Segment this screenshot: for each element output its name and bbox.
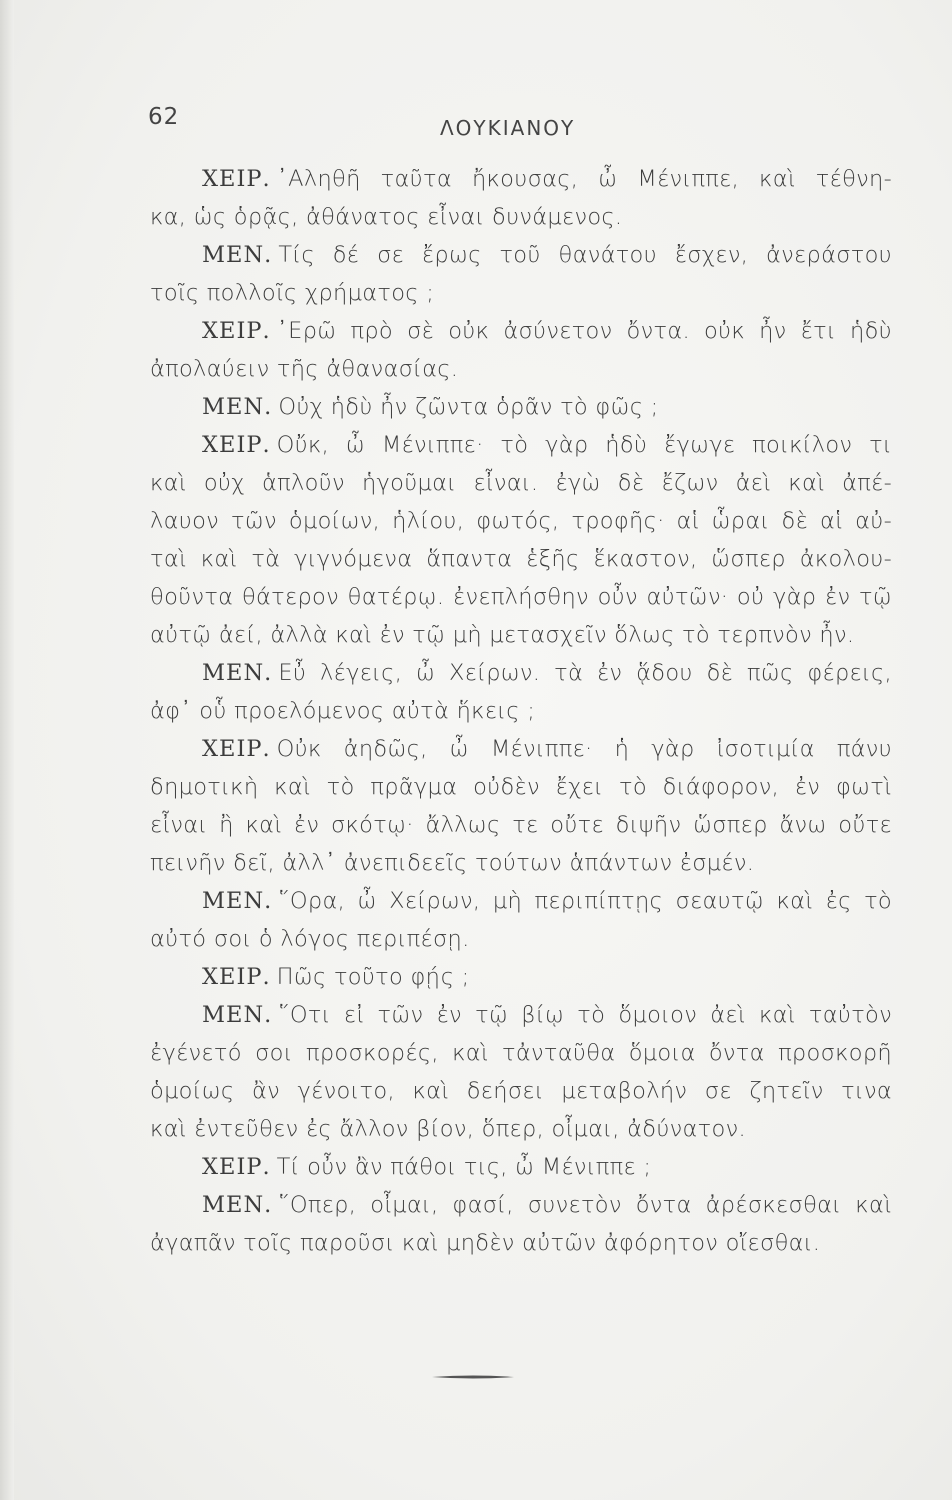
speaker-label: ΧΕΙΡ.	[202, 1154, 271, 1180]
text-line	[150, 388, 892, 426]
text-line	[150, 1186, 892, 1224]
text-line	[150, 654, 892, 692]
text-line	[150, 236, 892, 274]
line-text: ᾿Αληθῆ ταῦτα ἤκουσας, ὦ Μένιππε, καὶ τέθνη-	[276, 166, 892, 192]
line-text: Πῶς τοῦτο φῄς ;	[276, 964, 470, 990]
text-line	[150, 920, 892, 958]
line-text: ῞Ορα, ὦ Χείρων, μὴ περιπίπτῃς σεαυτῷ καὶ ἐς τὸ	[278, 888, 892, 914]
line-text: λαυον τῶν ὁμοίων, ἡλίου, φωτός, τροφῆς· αἱ ὧραι δὲ αἱ αὐ-	[150, 508, 892, 534]
end-ornament-rule	[432, 1374, 514, 1380]
line-text: ῞Οτι εἰ τῶν ἐν τῷ βίῳ τὸ ὅμοιον ἀεὶ καὶ ταὐτὸν	[278, 1002, 892, 1028]
line-text: Εὖ λέγεις, ὦ Χείρων. τὰ ἐν ᾅδου δὲ πῶς φέρεις,	[278, 660, 892, 686]
text-line	[150, 540, 892, 578]
line-text: Οὐκ ἀηδῶς, ὦ Μένιππε· ἡ γὰρ ἰσοτιμία πάνυ	[276, 736, 892, 762]
running-head: ΛΟΥΚΙΑΝΟΥ	[440, 116, 576, 140]
line-text: ἀπολαύειν τῆς ἀθανασίας.	[150, 356, 459, 382]
page-spine-shadow	[0, 0, 14, 1500]
line-text: τοῖς πολλοῖς χρήματος ;	[150, 280, 435, 306]
text-line	[150, 616, 892, 654]
line-text: ὁμοίως ἂν γένοιτο, καὶ δεήσει μεταβολήν σε ζητεῖν τινα	[150, 1078, 892, 1104]
line-text: ἀφ᾿ οὗ προελόμενος αὐτὰ ἥκεις ;	[150, 698, 536, 724]
text-line	[150, 996, 892, 1034]
speaker-label: ΧΕΙΡ.	[202, 318, 271, 344]
text-line	[150, 578, 892, 616]
speaker-label: ΜΕΝ.	[202, 888, 273, 914]
line-text: Οὔκ, ὦ Μένιππε· τὸ γὰρ ἡδὺ ἔγωγε ποικίλον τι	[276, 432, 892, 458]
text-line	[150, 1148, 892, 1186]
text-line	[150, 312, 892, 350]
speaker-label: ΜΕΝ.	[202, 394, 273, 420]
text-line	[150, 350, 892, 388]
text-line	[150, 1224, 892, 1262]
dialogue-text	[150, 160, 892, 1262]
text-line	[150, 1110, 892, 1148]
text-line	[150, 160, 892, 198]
line-text: Οὐχ ἡδὺ ἦν ζῶντα ὁρᾶν τὸ φῶς ;	[278, 394, 659, 420]
line-text: εἶναι ἢ καὶ ἐν σκότῳ· ἄλλως τε οὔτε διψῆν ὥσπερ ἄνω οὔτε	[150, 812, 892, 838]
text-line	[150, 274, 892, 312]
text-line	[150, 882, 892, 920]
speaker-label: ΜΕΝ.	[202, 1002, 273, 1028]
text-line	[150, 198, 892, 236]
text-line	[150, 692, 892, 730]
speaker-label: ΧΕΙΡ.	[202, 736, 271, 762]
line-text: ἀγαπᾶν τοῖς παροῦσι καὶ μηδὲν αὐτῶν ἀφόρητον οἴεσθαι.	[150, 1230, 821, 1256]
line-text: ῞Οπερ, οἶμαι, φασί, συνετὸν ὄντα ἀρέσκεσθαι καὶ	[278, 1192, 892, 1218]
line-text: Τίς δέ σε ἔρως τοῦ θανάτου ἔσχεν, ἀνεράστου	[278, 242, 892, 268]
line-text: αὐτό σοι ὁ λόγος περιπέσῃ.	[150, 926, 470, 952]
text-line	[150, 1034, 892, 1072]
text-line	[150, 464, 892, 502]
text-line	[150, 730, 892, 768]
line-text: καὶ οὐχ ἁπλοῦν ἡγοῦμαι εἶναι. ἐγὼ δὲ ἔζων ἀεὶ καὶ ἀπέ-	[150, 470, 892, 496]
text-line	[150, 768, 892, 806]
speaker-label: ΜΕΝ.	[202, 242, 273, 268]
line-text: καὶ ἐντεῦθεν ἐς ἄλλον βίον, ὅπερ, οἶμαι, ἀδύνατον.	[150, 1116, 746, 1142]
line-text: αὐτῷ ἀεί, ἀλλὰ καὶ ἐν τῷ μὴ μετασχεῖν ὅλως τὸ τερπνὸν ἦν.	[150, 622, 855, 648]
text-line	[150, 958, 892, 996]
page-number: 62	[148, 104, 180, 130]
text-line	[150, 806, 892, 844]
speaker-label: ΜΕΝ.	[202, 660, 273, 686]
line-text: ἐγένετό σοι προσκορές, καὶ τἀνταῦθα ὅμοια ὄντα προσκορῆ	[150, 1040, 892, 1066]
line-text: Τί οὖν ἂν πάθοι τις, ὦ Μένιππε ;	[276, 1154, 652, 1180]
text-line	[150, 844, 892, 882]
line-text: κα, ὡς ὁρᾷς, ἀθάνατος εἶναι δυνάμενος.	[150, 204, 623, 230]
speaker-label: ΜΕΝ.	[202, 1192, 273, 1218]
line-text: ταὶ καὶ τὰ γιγνόμενα ἅπαντα ἑξῆς ἕκαστον, ὥσπερ ἀκολου-	[150, 546, 892, 572]
line-text: δημοτικὴ καὶ τὸ πρᾶγμα οὐδὲν ἔχει τὸ διάφορον, ἐν φωτὶ	[150, 774, 892, 800]
line-text: πεινῆν δεῖ, ἀλλ᾿ ἀνεπιδεεῖς τούτων ἁπάντων ἐσμέν.	[150, 850, 755, 876]
text-line	[150, 1072, 892, 1110]
speaker-label: ΧΕΙΡ.	[202, 432, 271, 458]
speaker-label: ΧΕΙΡ.	[202, 964, 271, 990]
line-text: θοῦντα θάτερον θατέρῳ. ἐνεπλήσθην οὖν αὐτῶν· οὐ γὰρ ἐν τῷ	[150, 584, 892, 610]
speaker-label: ΧΕΙΡ.	[202, 166, 271, 192]
text-line	[150, 502, 892, 540]
line-text: ᾿Ερῶ πρὸ σὲ οὐκ ἀσύνετον ὄντα. οὐκ ἦν ἔτι ἡδὺ	[276, 318, 892, 344]
text-line	[150, 426, 892, 464]
